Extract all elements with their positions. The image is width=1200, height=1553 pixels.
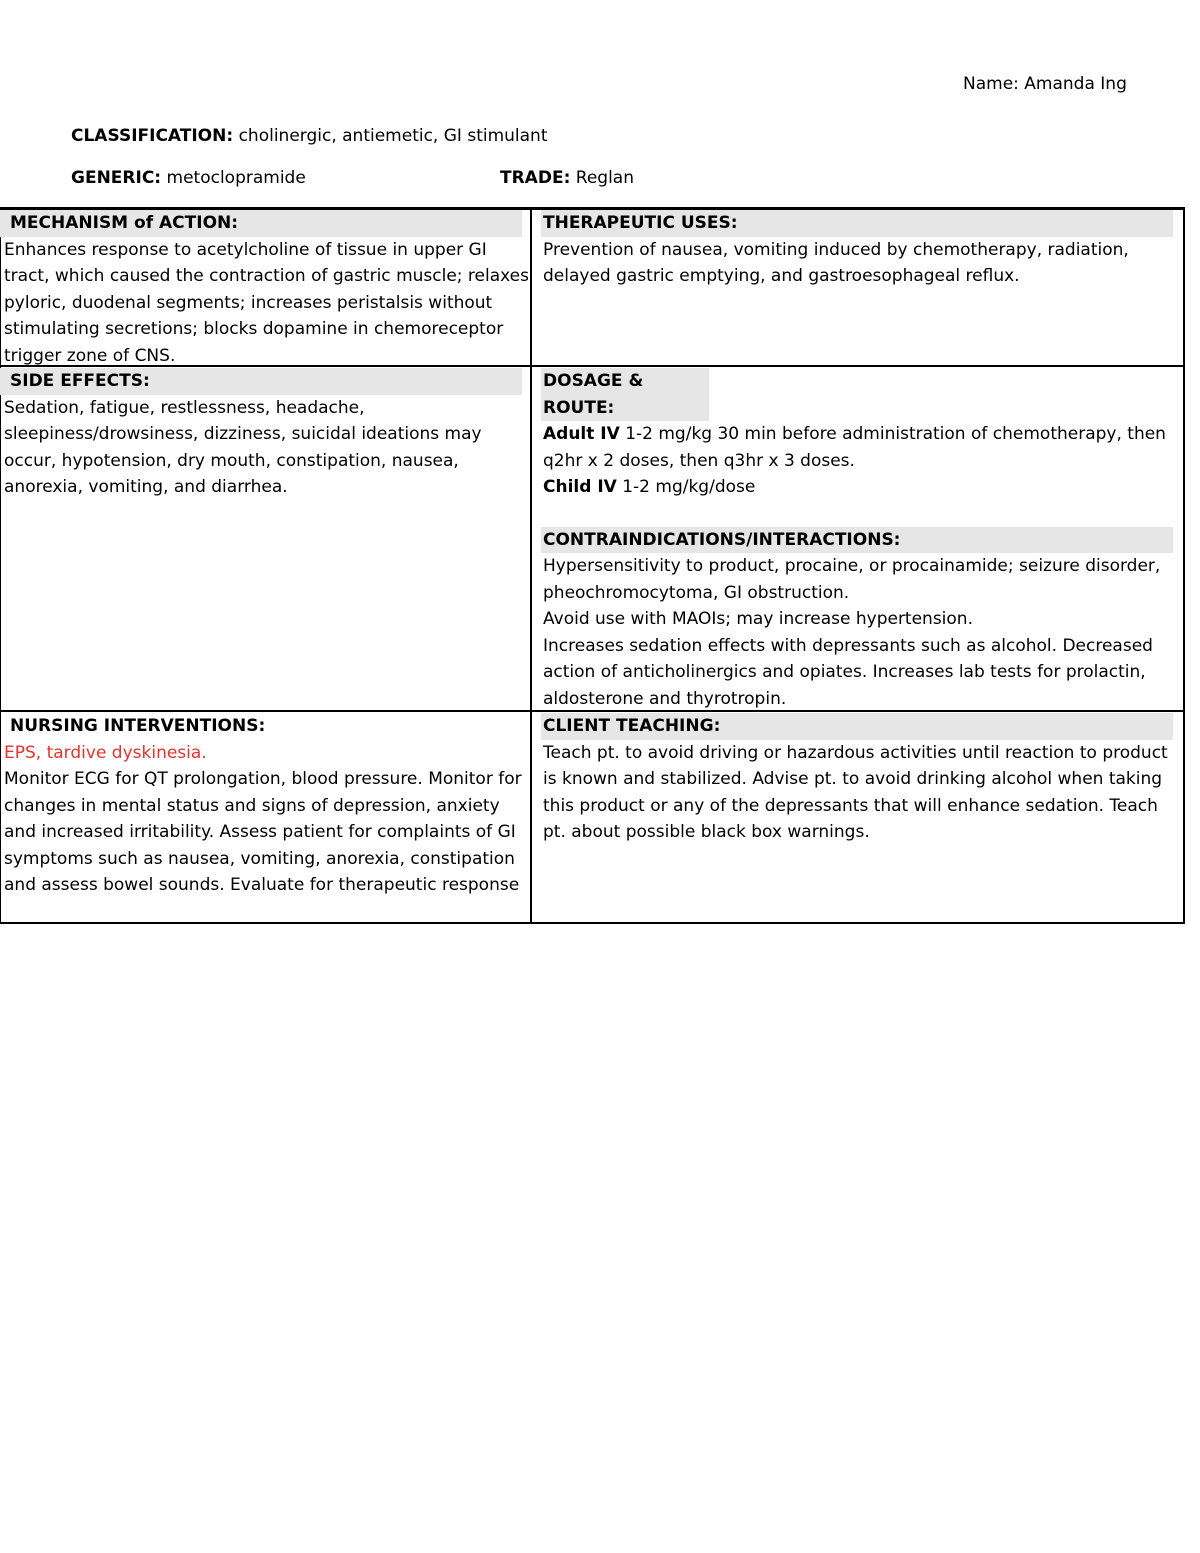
dosage-adult (541, 421, 1179, 474)
trade-label: TRADE: (500, 168, 571, 188)
generic-line (71, 168, 306, 188)
teaching-title: CLIENT TEACHING: (541, 713, 1173, 740)
classification-value: cholinergic, antiemetic, GI stimulant (238, 126, 548, 146)
classification-line (71, 126, 548, 146)
trade-value: Reglan (575, 168, 634, 188)
side-effects-cell (0, 368, 530, 501)
contraindications-line-3: Increases sedation effects with depressants such as alcohol. Decreased action of anticholinergics and opiates. Increases lab tests for prolactin, aldosterone and thyrotropin. (543, 635, 1153, 709)
table-border-bottom (0, 922, 1185, 924)
dosage-title: DOSAGE & ROUTE: (541, 368, 709, 421)
classification-label: CLASSIFICATION: (71, 126, 234, 146)
teaching-text: Teach pt. to avoid driving or hazardous activities until reaction to product is known and stabilized. Advise pt. to avoid drinking alcohol when taking this product or any of the depressants that will enhance sedation. Teach pt. about possible black box warnings. (543, 742, 1168, 842)
nursing-title: NURSING INTERVENTIONS: (10, 716, 266, 736)
nursing-text: Monitor ECG for QT prolongation, blood pressure. Monitor for changes in mental status and signs of depression, anxiety and increased irritability. Assess patient for complaints of GI symptoms such as nausea, vomiting, anorexia, constipation and assess bowel sounds. Evaluate for therapeutic response (4, 769, 522, 895)
teaching-cell (541, 713, 1173, 846)
student-name (963, 74, 1127, 94)
adult-iv-label: Adult IV (543, 424, 620, 444)
dosage-child (541, 474, 1179, 501)
therapeutic-text: Prevention of nausea, vomiting induced by chemotherapy, radiation, delayed gastric emptying, and gastroesophageal reflux. (543, 239, 1129, 286)
mechanism-title: MECHANISM of ACTION: (0, 210, 522, 237)
contraindications-title: CONTRAINDICATIONS/INTERACTIONS: (541, 527, 1173, 554)
name-label: Name: (963, 74, 1019, 94)
table-border-right (1183, 207, 1185, 924)
side-effects-text: Sedation, fatigue, restlessness, headache, sleepiness/drowsiness, dizziness, suicidal ideations may occur, hypotension, dry mouth, constipation, nausea, anorexia, vomiting, and diarrhea. (4, 397, 482, 497)
adult-iv-text: 1-2 mg/kg 30 min before administration of chemotherapy, then q2hr x 2 doses, then q3hr x 3 doses. (543, 424, 1166, 471)
child-iv-text: 1-2 mg/kg/dose (622, 477, 756, 497)
column-divider (530, 207, 532, 924)
side-effects-title: SIDE EFFECTS: (0, 368, 522, 395)
generic-value: metoclopramide (166, 168, 306, 188)
spacer (541, 501, 1179, 527)
nursing-highlight: EPS, tardive dyskinesia. (4, 742, 207, 763)
generic-label: GENERIC: (71, 168, 162, 188)
therapeutic-title: THERAPEUTIC USES: (541, 210, 1173, 237)
trade-line (500, 168, 634, 188)
dosage-cell (541, 368, 1179, 712)
contraindications-line-1: Hypersensitivity to product, procaine, or procainamide; seizure disorder, pheochromocytoma, GI obstruction. (543, 556, 1161, 603)
drug-card-table (0, 207, 1185, 924)
mechanism-text: Enhances response to acetylcholine of tissue in upper GI tract, which caused the contraction of gastric muscle; relaxes pyloric, duodenal segments; increases peristalsis without stimulating secretions; blocks dopamine in chemoreceptor trigger zone of CNS. (4, 239, 529, 366)
nursing-cell (0, 713, 530, 899)
child-iv-label: Child IV (543, 477, 617, 497)
contraindications-line-2: Avoid use with MAOIs; may increase hypertension. (543, 609, 973, 629)
mechanism-cell (0, 210, 530, 369)
therapeutic-cell (541, 210, 1173, 290)
name-value: Amanda Ing (1024, 74, 1127, 94)
